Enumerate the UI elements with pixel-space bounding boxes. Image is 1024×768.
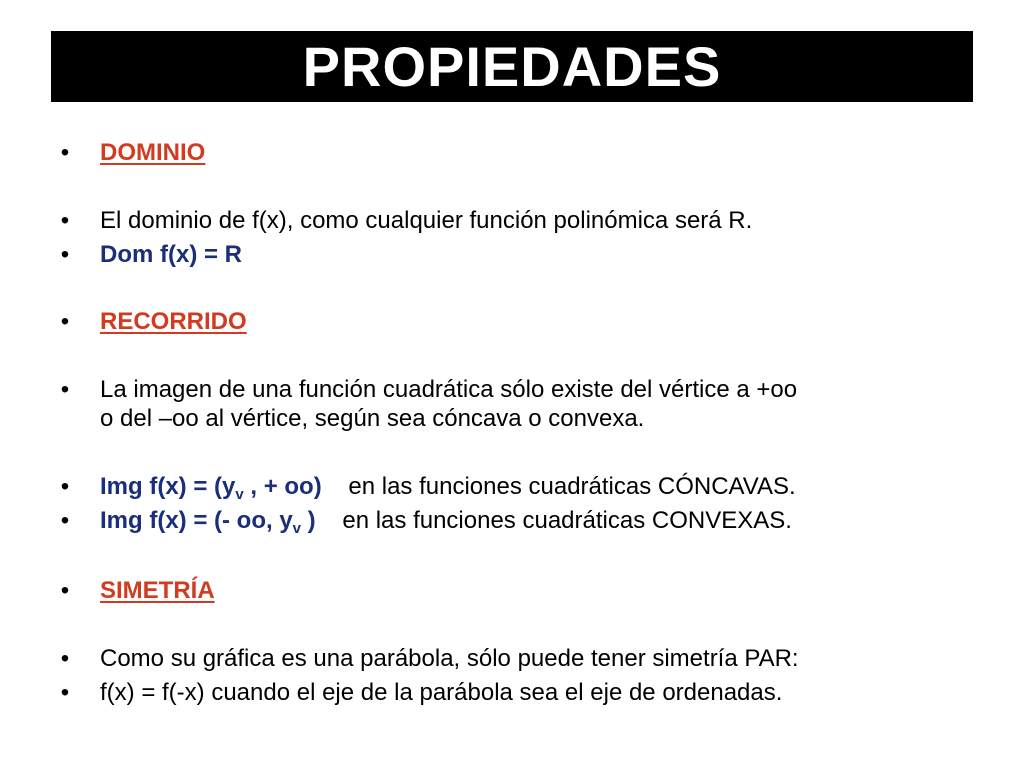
bullet-icon: • xyxy=(60,473,70,500)
img-concavas-text: en las funciones cuadráticas CÓNCAVAS. xyxy=(348,473,796,500)
recorrido-text-line-1: La imagen de una función cuadrática sólo existe del vértice a +oo xyxy=(100,376,798,403)
img-convexas-line xyxy=(100,506,792,535)
recorrido-text-line-2: o del –oo al vértice, según sea cóncava o convexa. xyxy=(100,405,645,432)
dominio-text: El dominio de f(x), como cualquier función polinómica será R. xyxy=(100,207,753,234)
formula-part: Img f(x) = (- oo, y xyxy=(100,507,293,534)
bullet-icon: • xyxy=(60,645,70,672)
page-title: PROPIEDADES xyxy=(302,34,722,98)
bullet-icon: • xyxy=(60,308,70,335)
title-bar xyxy=(51,31,973,102)
bullet-icon: • xyxy=(60,139,70,166)
bullet-icon: • xyxy=(60,207,70,234)
bullet-icon: • xyxy=(60,577,70,604)
section-heading-simetria: SIMETRÍA xyxy=(100,577,215,604)
bullet-icon: • xyxy=(60,679,70,706)
img-concavas-line xyxy=(100,472,796,501)
bullet-icon: • xyxy=(60,376,70,403)
formula-part: , + oo) xyxy=(243,473,322,500)
simetria-formula: f(x) = f(-x) cuando el eje de la parábola sea el eje de ordenadas. xyxy=(100,679,783,706)
bullet-icon: • xyxy=(60,507,70,534)
simetria-text: Como su gráfica es una parábola, sólo puede tener simetría PAR: xyxy=(100,645,799,672)
bullet-icon: • xyxy=(60,241,70,268)
formula-part: ) xyxy=(301,507,316,534)
img-concavas-formula xyxy=(100,473,322,503)
section-heading-recorrido: RECORRIDO xyxy=(100,308,247,335)
dom-formula: Dom f(x) = R xyxy=(100,241,243,268)
subscript: v xyxy=(235,486,244,503)
subscript: v xyxy=(292,520,302,537)
section-heading-dominio: DOMINIO xyxy=(100,139,206,166)
img-convexas-text: en las funciones cuadráticas CONVEXAS. xyxy=(342,507,792,534)
img-convexas-formula xyxy=(100,507,316,537)
recorrido-text xyxy=(100,375,797,433)
formula-part: Img f(x) = (y xyxy=(100,473,236,500)
